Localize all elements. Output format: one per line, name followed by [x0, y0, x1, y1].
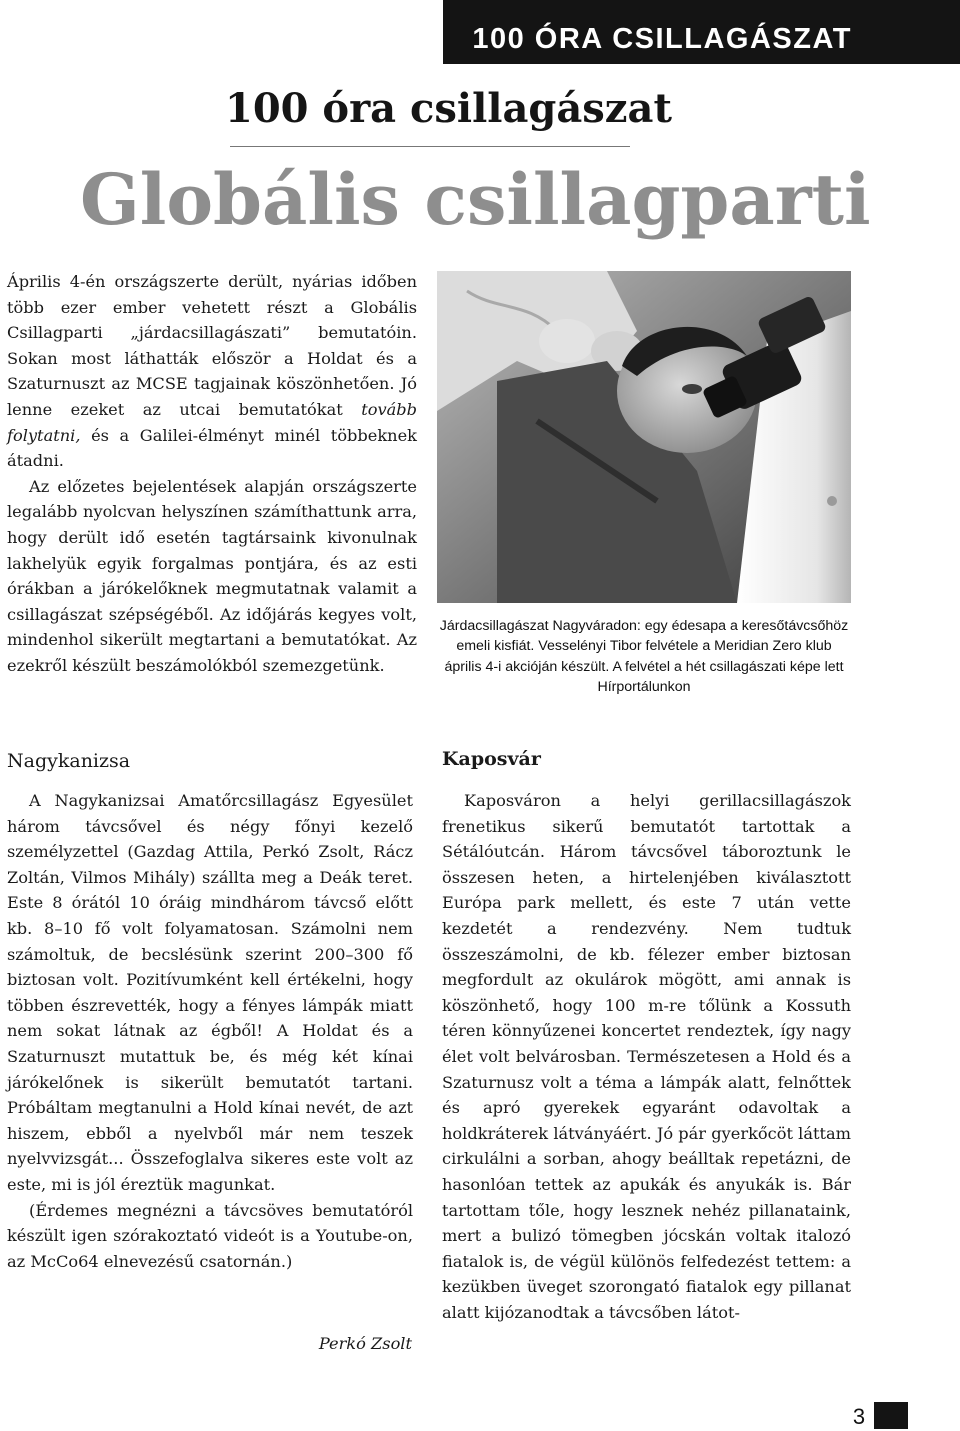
- page-number: 3: [844, 1402, 874, 1429]
- nagykanizsa-text: [7, 788, 413, 1274]
- header-band: [443, 0, 960, 64]
- title-divider: [230, 146, 630, 147]
- intro-paragraph-1: [7, 269, 417, 474]
- header-band-title: 100 ÓRA CSILLAGÁSZAT: [472, 23, 852, 55]
- nagykanizsa-heading: Nagykanizsa: [7, 750, 131, 772]
- kaposvar-paragraph-1: Kaposváron a helyi gerillacsillagászok frenetikus sikerű bemutatót tartottak a Sétálóutcán. Három távcsővel táboroztunk le összesen heten, a hirtelenjében kiválasztott Európa park mellett, és este 7 után vette kezdetét a rendezvény. Nem tudtuk összeszámolni, de kb. félezer ember biztosan megfordult az okulárok mögött, ami annak is köszönhető, hogy 100 m-re tőlünk a Kossuth téren könnyűzenei koncertet rendeztek, így nagy élet volt belvárosban. Természetesen a Hold és a Szaturnusz volt a téma a lámpák alatt, felnőttek és apró gyerekek egyaránt odavoltak a holdkráterek látványáért. Jó pár gyerkőcöt láttam cirkulálni a sorban, ahogy beálltak repetázni, de hasonlóan tettek az apukák és anyukák is. Bár tartottam tőle, hogy lesznek nehéz pillanataink, mert a bulizó tömegben jócskán voltak italozó fiatalok is, de végül különös felfedezést tettem: a kezükben üveget szorongató fiatalok egy pillanat alatt kijózanodtak a távcsőben látot-: [442, 791, 851, 1322]
- intro-p1-part-b: és a Galilei-élményt minél többeknek átadni.: [7, 425, 417, 471]
- intro-p1-emphasis: tovább folytatni,: [7, 399, 417, 445]
- photo-illustration: [437, 271, 851, 603]
- page-number-box: [844, 1402, 908, 1429]
- intro-p1-part-a: Április 4-én országszerte derült, nyárias időben több ezer ember vehetett részt a Globális Csillagparti „járdacsillagászati” bemutatóin. Sokan most láthatták először a Holdat és a Szaturnuszt az MCSE tagjainak köszönhetően. Jó lenne ezeket az utcai bemutatókat: [7, 272, 417, 419]
- author-signature: Perkó Zsolt: [318, 1334, 412, 1353]
- section-title: 100 óra csillagászat: [225, 85, 672, 132]
- intro-paragraph-2: Az előzetes bejelentések alapján országszerte legalább nyolcvan helyszínen számíthattunk arra, hogy derült idő esetén tagtársaink kivonulnak lakhelyük egyik forgalmas pontjára, és az esti órákban a járókelőknek megmutatnak valamit a csillagászat szépségéből. Az időjárás kegyes volt, mindenhol sikerült megtartani a bemutatókat. Az ezekről készült beszámolókból szemezgetünk.: [7, 476, 417, 675]
- kaposvar-heading: Kaposvár: [442, 748, 541, 770]
- photo-caption: Járdacsillagászat Nagyváradon: egy édesapa a keresőtávcsőhöz emeli kisfiát. Vesselényi Tibor felvétele a Meridian Zero klub április 4-i akcióján készült. A felvétel a hét csillagászati képe lett Hírportálunkon: [439, 618, 849, 696]
- main-title: Globális csillagparti: [80, 158, 871, 241]
- nagykanizsa-paragraph-2: (Érdemes megnézni a távcsöves bemutatóról készült igen szórakoztató videót is a Youtube-on, az McCo64 elnevezésű csatornán.): [7, 1200, 413, 1271]
- nagykanizsa-paragraph-1: A Nagykanizsai Amatőrcsillagász Egyesület három távcsővel és négy főnyi kezelő személyzettel (Gazdag Attila, Perkó Zsolt, Rácz Zoltán, Vilmos Mihály) szállta meg a Deák teret. Este 8 órától 10 óráig mindhárom távcső előtt kb. 8–10 fő volt folyamatosan. Számolni nem számoltuk, de becslésünk szerint 200–300 fő biztosan volt. Pozitívumként kell értékelni, hogy többen észrevették, hogy a fényes lámpák miatt nem sokat látnak az égből! A Holdat és a Szaturnuszt mutattuk be, és még két kínai járókelőnek is sikerült bemutatót tartani. Próbáltam megtanulni a Hold kínai nevét, de azt hiszem, ebből a nyelvből már nem teszek nyelvvizsgát... Összefoglalva sikeres este volt az este, mi is jól éreztük magunkat.: [7, 791, 413, 1194]
- boy-telescope-photo: [437, 271, 851, 603]
- intro-text: [7, 269, 417, 679]
- kaposvar-text: [442, 788, 851, 1325]
